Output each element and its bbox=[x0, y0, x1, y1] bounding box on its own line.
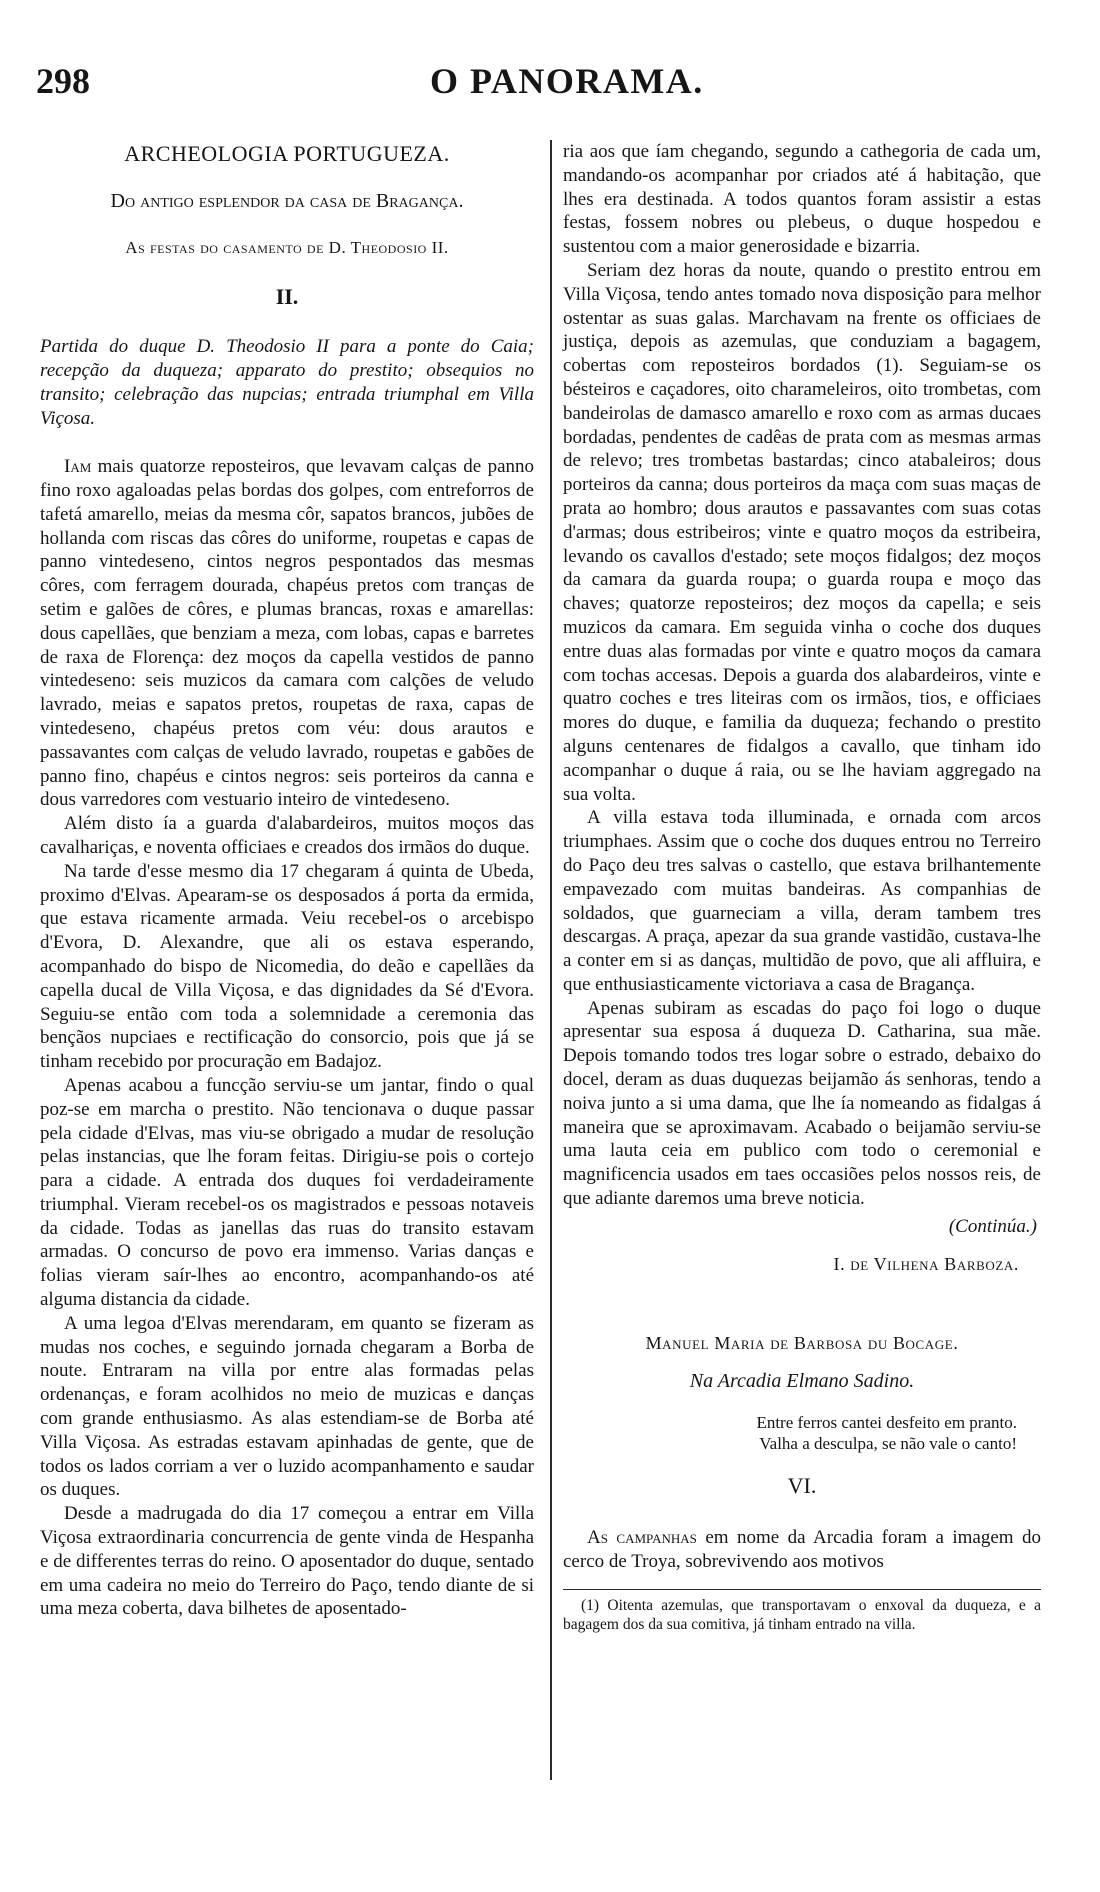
right-column bbox=[563, 140, 1041, 1634]
paragraph bbox=[40, 455, 534, 812]
column-divider bbox=[550, 140, 552, 1780]
paragraph-text: mais quatorze reposteiros, que levavam calças de panno fino roxo agaloadas pelas bordas dos golpes, com entreforros de tafetá amarello, meias da mesma côr, sapatos brancos, jubões de hollanda com riscas das côres do uniforme, roupetas e capas de panno vintedeseno, cintos negros pespontados das mesmas côres, com ferragem dourada, chapéus pretos com tranças de setim e galões de côres, e plumas brancas, roxas e amarellas: dous capellães, que benziam a meza, com lobas, capas e barretes de raxa de Florença: dez moços da capella vestidos de panno vintedeseno: seis muzicos da camara com calções de veludo lavrado, meias e sapatos pretos, roupetas de raxa, capas de vintedeseno, chapéus pretos com véu: dous arautos e passavantes com calças de veludo lavrado, roupetas e gabões de panno fino, chapéus e cintos negros: seis porteiros da canna e dous varredores com vestuario inteiro de vintedeseno. bbox=[40, 456, 534, 811]
paragraph: Na tarde d'esse mesmo dia 17 chegaram á quinta de Ubeda, proximo d'Elvas. Apearam-se os desposados á porta da ermida, que estava ricamente armada. Veiu recebel-os o arcebispo d'Evora, D. Alexandre, que ali os estava esperando, acompanhado do bispo de Nicomedia, do deão e capellães da capella ducal de Villa Viçosa, e das dignidades da Sé d'Evora. Seguiu-se então com toda a solemnidade a ceremonia das bençãos nupciaes e rectificação do consorcio, pois que já se tinham recebido por procuração em Badajoz. bbox=[40, 860, 534, 1073]
paragraph: Seriam dez horas da noute, quando o prestito entrou em Villa Viçosa, tendo antes tomado nova disposição para melhor ostentar as suas galas. Marchavam na frente os officiaes de justiça, depois as azemulas, que conduziam a bagagem, cobertas com reposteiros bordados (1). Seguiam-se os bésteiros e caçadores, oito charameleiros, oito trombetas, com bandeirolas de damasco amarello e roxo com as armas ducaes bordadas, pendentes de cadêas de prata com as mesmas armas de relevo; tres trombetas bastardas; cinco atabaleiros; dous porteiros da canna; dous porteiros da maça com suas maças de prata ao hombro; dous arautos e passavantes com suas cotas d'armas; dous estribeiros; vinte e quatro moços da estribeira, levando os cavallos d'estado; sete moços fidalgos; dez moços da camara da guarda roupa; o guarda roupa e moço das chaves; quatorze reposteiros; dez moços da capella; e seis muzicos da camara. Em seguida vinha o coche dos duques entre duas alas formadas por vinte e quatro moços da camara com tochas accesas. Depois a guarda dos alabardeiros, vinte e quatro coches e tres liteiras com os irmãos, tios, e officiaes mores do duque, e familia da duqueza; fechando o prestito alguns centenares de fidalgos a cavallo, que tinham ido acompanhar o duque á raia, ou se lhe haviam aggregado na sua volta. bbox=[563, 259, 1041, 805]
epigraph bbox=[563, 1412, 1017, 1454]
paragraph: A villa estava toda illuminada, e ornada com arcos triumphaes. Assim que o coche dos duques entrou no Terreiro do Paço deu tres salvas o castello, que estava brilhantemente empavezado com muitas bandeiras. As companhias de soldados, que guarneciam a villa, deram tambem tres descargas. A praça, apezar da sua grande vastidão, custava-lhe a conter em si as danças, multidão de povo, que ali affluira, e que enthusiasticamente victoriava a casa de Bragança. bbox=[563, 807, 1041, 995]
paragraph: Apenas subiram as escadas do paço foi logo o duque apresentar sua esposa á duqueza D. Catharina, sua mãe. Depois tomando todos tres logar sobre o estrado, debaixo do docel, deram as duas duquezas beijamão ás senhoras, tendo a noiva junto a si uma dama, que lhe ía nomeando as fidalgas á maneira que se aproximavam. Acabado o beijamão serviu-se uma lauta ceia em publico com todo o ceremonial e magnificencia usados em taes occasiões pelos nossos reis, de que adiante daremos uma breve noticia. bbox=[563, 997, 1041, 1210]
chapter-summary: Partida do duque D. Theodosio II para a ponte do Caia; recepção da duqueza; apparato do prestito; obsequios no transito; celebração das nupcias; entrada triumphal em Villa Viçosa. bbox=[40, 336, 534, 430]
article-subtitle-2: As festas do casamento de D. Theodosio II. bbox=[125, 237, 449, 257]
footnote: (1) Oitenta azemulas, que transportavam o enxoval da duqueza, e a bagagem dos da sua comitiva, já tinham entrado na villa. bbox=[563, 1597, 1041, 1634]
paragraph: Apenas acabou a funcção serviu-se um jantar, findo o qual poz-se em marcha o prestito. Não tencionava o duque passar pela cidade d'Elvas, mas viu-se obrigado a mudar de resolução pelas instancias, que lhe foram feitas. Dirigiu-se pois o cortejo para a cidade. A entrada dos duques foi verdadeiramente triumphal. Vieram recebel-os os magistrados e pessoas notaveis da cidade. Todas as janellas das ruas do transito estavam armadas. O concurso de povo era immenso. Varias danças e folias vieram saír-lhes ao encontro, acompanhando-os até alguma distancia da cidade. bbox=[40, 1074, 534, 1311]
paragraph: Desde a madrugada do dia 17 começou a entrar em Villa Viçosa extraordinaria concurrencia de gente vinda de Hespanha e de differentes terras do reino. O aposentador do duque, sentado em uma cadeira no meio do Terreiro do Paço, tendo diante de si uma meza coberta, dava bilhetes de aposentado- bbox=[40, 1503, 534, 1620]
author-signature: I. de Vilhena Barboza. bbox=[833, 1253, 1019, 1274]
footnote-rule bbox=[563, 1589, 1041, 1590]
lead-word: Iam bbox=[64, 456, 92, 478]
paragraph: Além disto ía a guarda d'alabardeiros, muitos moços das cavalhariças, e noventa officiaes e creados dos irmãos do duque. bbox=[40, 813, 534, 858]
article-subtitle: Do antigo esplendor da casa de Bragança. bbox=[110, 189, 464, 212]
article-subtitle: Na Arcadia Elmano Sadino. bbox=[689, 1370, 915, 1393]
chapter-number: II. bbox=[275, 284, 299, 310]
chapter-number: VI. bbox=[787, 1473, 817, 1499]
paragraph: ria aos que íam chegando, segundo a cathegoria de cada um, mandando-os acompanhar por criados até á habitação, que lhes era destinada. A todos quantos foram assistir a estas festas, fossem nobres ou plebeus, o duque hospedou e sustentou com a maior generosidade e bizarria. bbox=[563, 141, 1041, 258]
continued-note: (Continúa.) bbox=[948, 1215, 1037, 1237]
epigraph-line: Valha a desculpa, se não vale o canto! bbox=[759, 1434, 1017, 1454]
article-title: Manuel Maria de Barbosa du Bocage. bbox=[645, 1333, 959, 1354]
paragraph: A uma legoa d'Elvas merendaram, em quanto se fizeram as mudas nos coches, e seguindo jornada chegaram a Borba de noute. Entraram na villa por entre alas formadas pelas ordenanças, e foram acolhidos no meio de muzicas e danças com grande enthusiasmo. As alas estendiam-se de Borba até Villa Viçosa. As estradas estavam apinhadas de gente, que de todos os lados corriam a ver o luzido acompanhamento e saudar os duques. bbox=[40, 1312, 534, 1501]
page-number: 298 bbox=[36, 61, 90, 101]
lead-word: As campanhas bbox=[587, 1526, 697, 1548]
section-title: ARCHEOLOGIA PORTUGUEZA. bbox=[124, 141, 450, 166]
paragraph bbox=[563, 1526, 1041, 1574]
journal-title: O PANORAMA. bbox=[430, 61, 704, 101]
epigraph-line: Entre ferros cantei desfeito em pranto. bbox=[756, 1413, 1017, 1433]
left-column bbox=[40, 140, 534, 1621]
paragraph-text: em nome da Arcadia foram a imagem do cerco de Troya, sobrevivendo aos motivos bbox=[563, 1526, 1042, 1572]
